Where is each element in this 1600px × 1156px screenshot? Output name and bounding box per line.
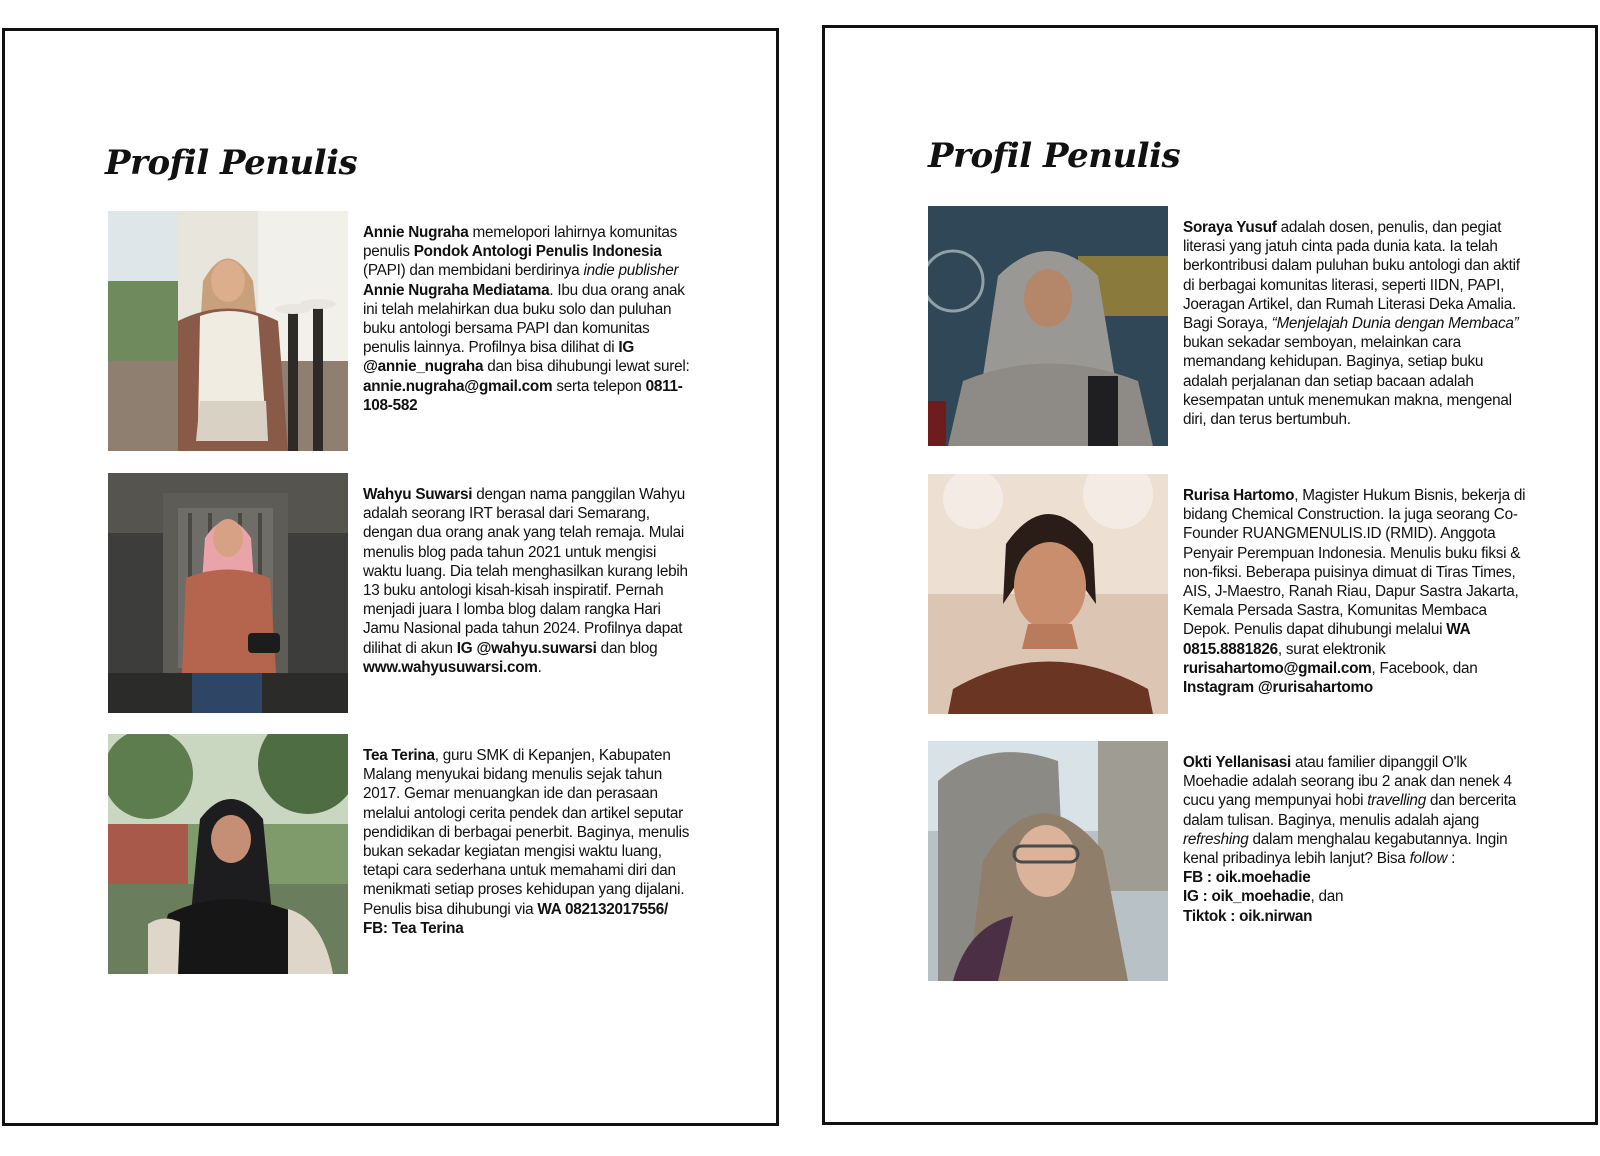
bio-bold: IG @wahyu.suwarsi (456, 639, 597, 657)
author-annie-nugraha (108, 211, 758, 451)
author-bio-annie-nugraha (363, 223, 693, 415)
bio-bold: WA 0815.8881826 (1183, 621, 1470, 658)
author-photo-okti-yellanisasi (928, 741, 1168, 981)
bio-text: dan bisa dihubungi lewat surel: (483, 358, 690, 376)
bio-text: dalam menghalau kegabutannya. Ingin kenal pribadinya lebih lanjut? Bisa (1183, 830, 1508, 868)
bio-text: . Ibu dua orang anak ini telah melahirkan dua buku solo dan puluhan buku antologi bersama PAPI dan komunitas penulis lainnya. Profilnya bisa dilihat di (363, 281, 685, 357)
author-photo-wahyu-suwarsi (108, 473, 348, 713)
bio-bold: rurisahartomo@gmail.com (1183, 659, 1372, 677)
bio-text: , dan (1310, 888, 1344, 906)
author-bio-wahyu-suwarsi (363, 485, 693, 677)
bio-text: : (1447, 850, 1456, 868)
page-title: Profil Penulis (928, 136, 1181, 176)
author-name: Annie Nugraha (363, 224, 469, 241)
page-title: Profil Penulis (105, 143, 358, 183)
bio-bold: IG @annie_nugraha (363, 339, 635, 376)
bio-text: . (537, 658, 542, 676)
author-photo-rurisa-hartomo (928, 474, 1168, 714)
bio-bold: 0811-108-582 (363, 377, 683, 414)
bio-bold: Instagram @rurisahartomo (1183, 679, 1373, 697)
bio-italic: follow (1409, 850, 1448, 868)
author-photo-tea-terina (108, 734, 348, 974)
author-bio-okti-yellanisasi (1183, 753, 1528, 926)
author-okti-yellanisasi (928, 741, 1578, 981)
author-name: Soraya Yusuf (1183, 219, 1277, 236)
bio-text: atau familier dipanggil O'lk Moehadie adalah seorang ibu 2 anak dan nenek 4 cucu yang mempunyai hobi (1183, 754, 1512, 810)
bio-text: (PAPI) dan membidani berdirinya (363, 262, 584, 280)
bio-text: dan bercerita dalam tulisan. Baginya, menulis adalah ajang (1183, 792, 1516, 829)
author-bio-rurisa-hartomo (1183, 486, 1528, 697)
bio-bold: FB : oik.moehadie (1183, 869, 1311, 887)
author-bio-soraya-yusuf (1183, 218, 1528, 429)
bio-bold: annie.nugraha@gmail.com (363, 377, 553, 395)
author-name: Tea Terina (363, 747, 435, 764)
bio-text: , guru SMK di Kepanjen, Kabupaten Malang menyukai bidang menulis sejak tahun 2017. Gemar menuangkan ide dan perasaan melalui antologi cerita pendek dan artikel seputar pendidikan di berbagai penerbit. Baginya, menulis bukan sekadar kegiatan mengisi waktu luang, tetapi cara sederhana untuk memahami diri dan menikmati setiap proses kehidupan yang dijalani. Penulis bisa dihubungi via (363, 747, 690, 918)
author-tea-terina (108, 734, 758, 974)
page-left (2, 28, 779, 1126)
bio-text: adalah dosen, penulis, dan pegiat literasi yang jatuh cinta pada dunia kata. Ia telah berkontribusi dalam puluhan buku antologi dan aktif di berbagai komunitas literasi, seperti IIDN, PAPI, Joeragan Artikel, dan Rumah Literasi Deka Amalia. Bagi Soraya, (1183, 219, 1520, 333)
bio-bold: Tiktok : oik.nirwan (1183, 907, 1313, 925)
author-name: Okti Yellanisasi (1183, 754, 1291, 771)
author-rurisa-hartomo (928, 474, 1578, 714)
bio-text: , Facebook, dan (1371, 659, 1478, 677)
author-name: Rurisa Hartomo (1183, 487, 1295, 504)
bio-italic: indie publisher (583, 262, 679, 280)
bio-italic: “Menjelajah Dunia dengan Membaca” (1271, 315, 1519, 333)
bio-bold: IG : oik_moehadie (1183, 888, 1311, 906)
bio-text: , surat elektronik (1277, 640, 1386, 658)
bio-bold: www.wahyusuwarsi.com (363, 658, 538, 676)
page-right (822, 25, 1598, 1125)
author-soraya-yusuf (928, 206, 1578, 446)
author-wahyu-suwarsi (108, 473, 758, 713)
bio-text: dan blog (596, 639, 658, 657)
author-photo-annie-nugraha (108, 211, 348, 451)
bio-text: , Magister Hukum Bisnis, bekerja di bidang Chemical Construction. Ia juga seorang Co-Founder RUANGMENULIS.ID (RMID). Anggota Penyair Perempuan Indonesia. Menulis buku fiksi & non-fiksi. Beberapa puisinya dimuat di Tiras Times, AIS, J-Maestro, Ranah Riau, Dapur Sastra Jakarta, Kemala Persada Sastra, Komunitas Membaca Depok. Penulis dapat dihubungi melalui (1183, 487, 1526, 639)
bio-bold: Annie Nugraha Mediatama (363, 281, 550, 299)
bio-text: serta telepon (552, 377, 646, 395)
bio-text: bukan sekadar semboyan, melainkan cara memandang kehidupan. Baginya, setiap buku adalah perjalanan dan setiap bacaan adalah kesempatan untuk menemukan makna, mengenal diri, dan terus bertumbuh. (1183, 334, 1512, 429)
bio-bold: WA 082132017556/ (537, 900, 669, 918)
bio-text: dengan nama panggilan Wahyu adalah seorang IRT berasal dari Semarang, dengan dua orang anak yang telah remaja. Mulai menulis blog pada tahun 2021 untuk mengisi waktu luang. Dia telah menghasilkan kurang lebih 13 buku antologi kisah-kisah inspiratif. Pernah menjadi juara I lomba blog dalam rangka Hari Jamu Nasional pada tahun 2024. Profilnya dapat dilihat di akun (363, 486, 688, 657)
bio-italic: travelling (1367, 792, 1426, 810)
author-photo-soraya-yusuf (928, 206, 1168, 446)
bio-bold: Pondok Antologi Penulis Indonesia (413, 243, 662, 261)
bio-text: memelopori lahirnya komunitas penulis (363, 224, 677, 261)
bio-bold: FB: Tea Terina (363, 919, 464, 937)
author-name: Wahyu Suwarsi (363, 486, 473, 503)
bio-italic: refreshing (1183, 830, 1249, 848)
author-bio-tea-terina (363, 746, 693, 938)
